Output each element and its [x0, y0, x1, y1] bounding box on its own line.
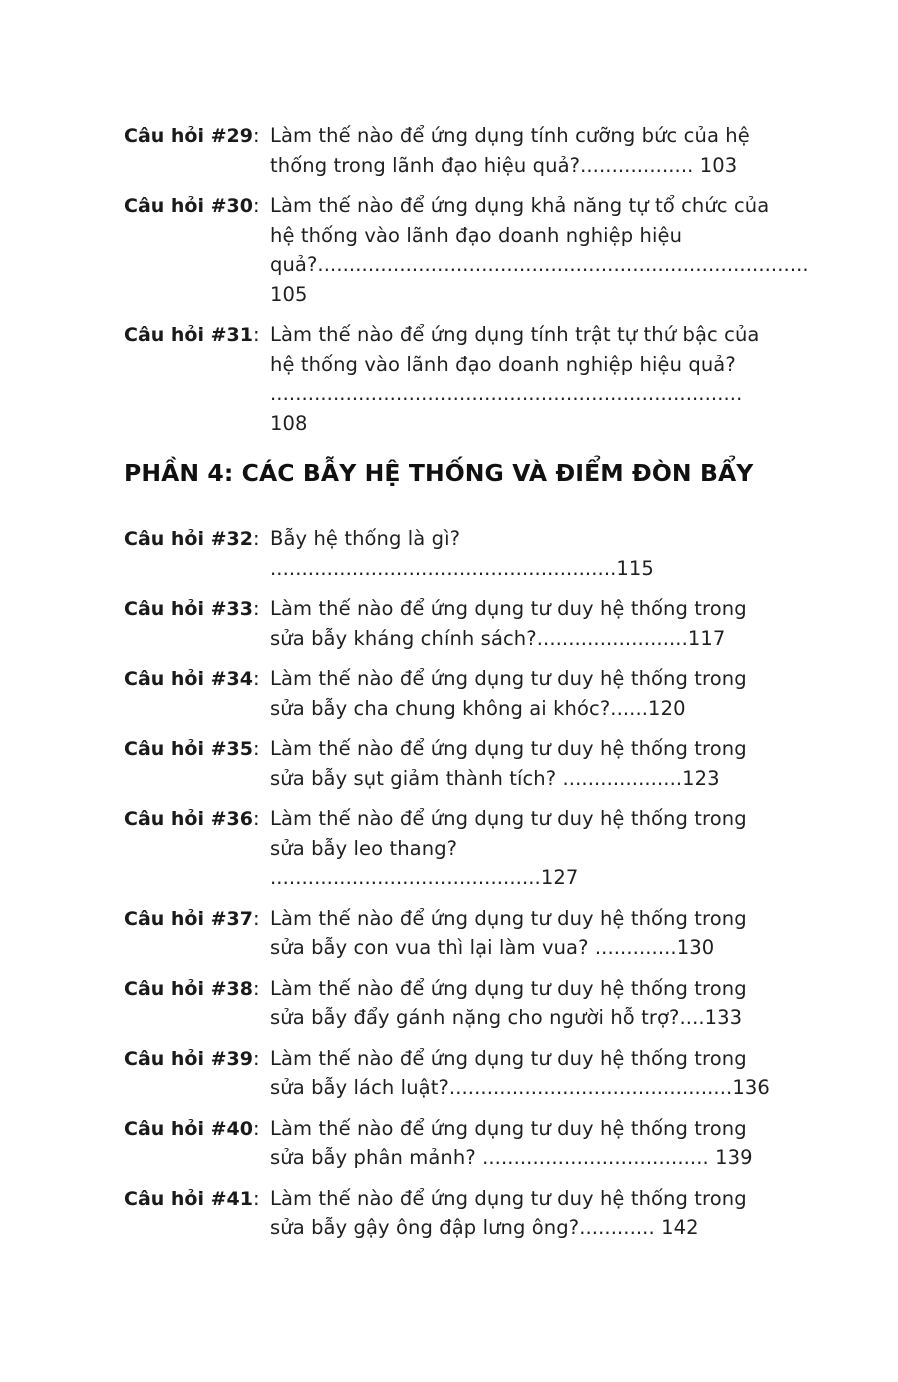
toc-entry-title: Làm thế nào để ứng dụng tính cưỡng bức của hệ thống trong lãnh đạo hiệu quả?.................. 103	[270, 124, 750, 177]
toc-entry	[124, 974, 774, 1033]
toc-entry-title: Làm thế nào để ứng dụng tư duy hệ thống trong sửa bẫy cha chung không ai khóc?......120	[270, 667, 747, 720]
toc-entry-label: Câu hỏi #40:	[124, 1116, 260, 1140]
toc-entry-label: Câu hỏi #37:	[124, 906, 260, 930]
toc-list-part4	[124, 524, 774, 1254]
toc-entry	[124, 804, 774, 893]
toc-entry-title: Làm thế nào để ứng dụng tư duy hệ thống trong sửa bẫy sụt giảm thành tích? ...................123	[270, 737, 747, 790]
toc-entry	[124, 320, 774, 438]
toc-entry-label: Câu hỏi #35:	[124, 737, 260, 760]
toc-entry	[124, 1114, 774, 1173]
toc-entry-label: Câu hỏi #38:	[124, 976, 260, 1000]
toc-entry-title: Làm thế nào để ứng dụng tư duy hệ thống trong sửa bẫy kháng chính sách?........................117	[270, 597, 747, 650]
toc-list-part3	[124, 121, 809, 449]
toc-entry-title: Làm thế nào để ứng dụng tư duy hệ thống trong sửa bẫy đẩy gánh nặng cho người hỗ trợ?....133	[270, 976, 747, 1029]
toc-entry	[124, 191, 809, 309]
toc-entry-label: Câu hỏi #31:	[124, 323, 260, 346]
toc-entry	[124, 1184, 774, 1243]
toc-entry-title: Làm thế nào để ứng dụng khả năng tự tổ chức của hệ thống vào lãnh đạo doanh nghiệp hiệu quả?.............................................................................. 105	[270, 194, 809, 306]
toc-entry-label: Câu hỏi #34:	[124, 667, 260, 690]
toc-entry-title: Làm thế nào để ứng dụng tư duy hệ thống trong sửa bẫy con vua thì lại làm vua? .............130	[270, 906, 747, 959]
toc-entry-title: Làm thế nào để ứng dụng tính trật tự thứ bậc của hệ thống vào lãnh đạo doanh nghiệp hiệu quả? ........................................................................... 108	[270, 323, 760, 435]
toc-entry	[124, 121, 774, 180]
toc-entry-label: Câu hỏi #29:	[124, 124, 260, 147]
toc-entry-label: Câu hỏi #32:	[124, 527, 260, 550]
toc-entry	[124, 664, 774, 723]
toc-entry-label: Câu hỏi #41:	[124, 1186, 260, 1210]
toc-entry-title: Làm thế nào để ứng dụng tư duy hệ thống trong sửa bẫy leo thang? ...........................................127	[270, 807, 747, 889]
toc-entry-title: Bẫy hệ thống là gì? .......................................................115	[270, 527, 654, 580]
toc-entry	[124, 734, 774, 793]
toc-entry-label: Câu hỏi #39:	[124, 1046, 260, 1070]
section-heading: PHẦN 4: CÁC BẪY HỆ THỐNG VÀ ĐIỂM ĐÒN BẨY	[124, 459, 754, 487]
toc-entry	[124, 1044, 774, 1103]
toc-entry	[124, 594, 774, 653]
toc-entry	[124, 904, 774, 963]
toc-entry-label: Câu hỏi #33:	[124, 597, 260, 620]
toc-entry-title: Làm thế nào để ứng dụng tư duy hệ thống trong sửa bẫy phân mảnh? .................................... 139	[270, 1116, 753, 1169]
toc-entry-label: Câu hỏi #30:	[124, 194, 260, 217]
toc-entry-label: Câu hỏi #36:	[124, 807, 260, 830]
toc-entry-title: Làm thế nào để ứng dụng tư duy hệ thống trong sửa bẫy lách luật?.............................................136	[270, 1046, 770, 1099]
toc-entry	[124, 524, 774, 583]
toc-entry-title: Làm thế nào để ứng dụng tư duy hệ thống trong sửa bẫy gậy ông đập lưng ông?............ 142	[270, 1186, 747, 1239]
